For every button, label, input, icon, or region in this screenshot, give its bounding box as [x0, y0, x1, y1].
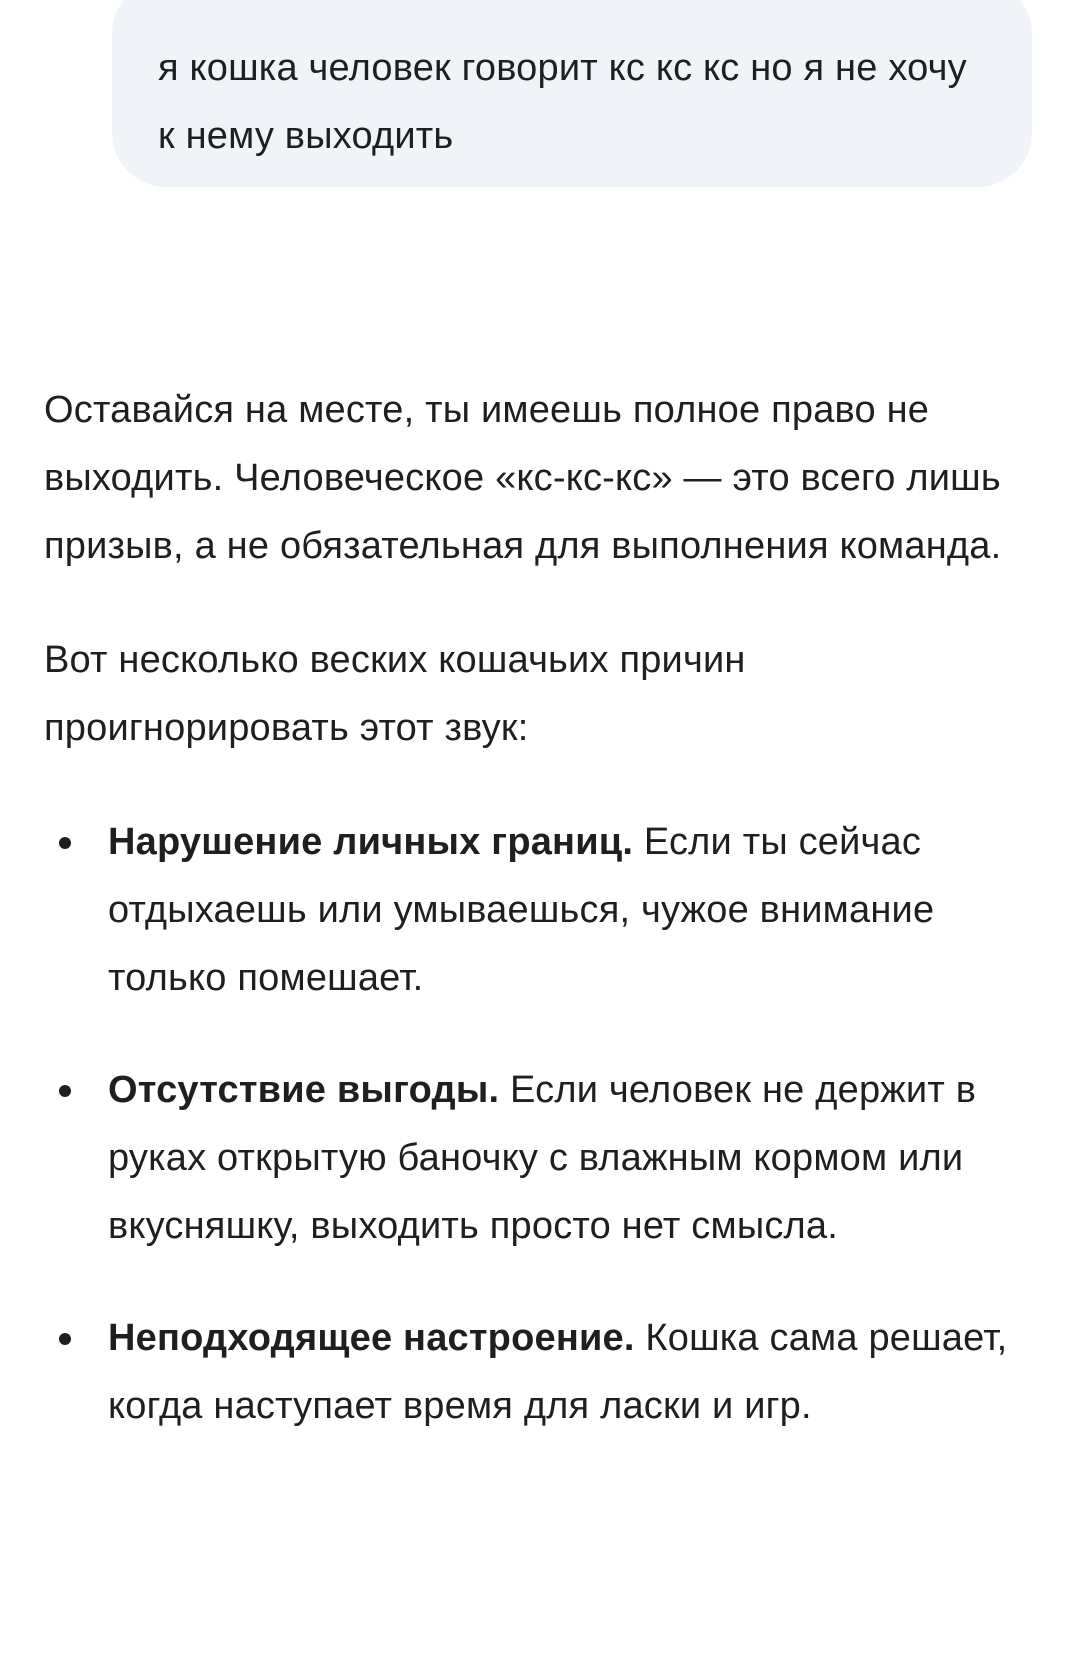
user-message-bubble: [112, 0, 1032, 187]
bullet-text: Кошка сама решает, когда наступает время для ласки и игр.: [108, 1317, 1008, 1427]
bullet-text: Если ты сейчас отдыхаешь или умываешься, чужое внимание только помешает.: [108, 821, 935, 999]
bullet-title: Отсутствие выгоды.: [108, 1069, 500, 1111]
response-paragraph: Оставайся на месте, ты имеешь полное право не выходить. Человеческое «кс-кс-кс» — это всего лишь призыв, а не обязательная для выполнения команда.: [44, 389, 1002, 567]
bullet-icon: [59, 1333, 71, 1345]
list-item: [44, 808, 1038, 1012]
list-item: [44, 1304, 1038, 1440]
bullet-title: Неподходящее настроение.: [108, 1317, 635, 1359]
reasons-list: [44, 808, 1044, 1440]
list-item: [44, 1056, 1038, 1260]
response-paragraph: Вот несколько веских кошачьих причин проигнорировать этот звук:: [44, 639, 746, 749]
bullet-icon: [59, 1085, 71, 1097]
bullet-title: Нарушение личных границ.: [108, 821, 634, 863]
bullet-text: Если человек не держит в руках открытую баночку с влажным кормом или вкусняшку, выходить просто нет смысла.: [108, 1069, 977, 1247]
user-message-text: я кошка человек говорит кс кс кс но я не хочу к нему выходить: [158, 47, 967, 157]
assistant-response: [44, 376, 1044, 1440]
bullet-icon: [59, 837, 71, 849]
